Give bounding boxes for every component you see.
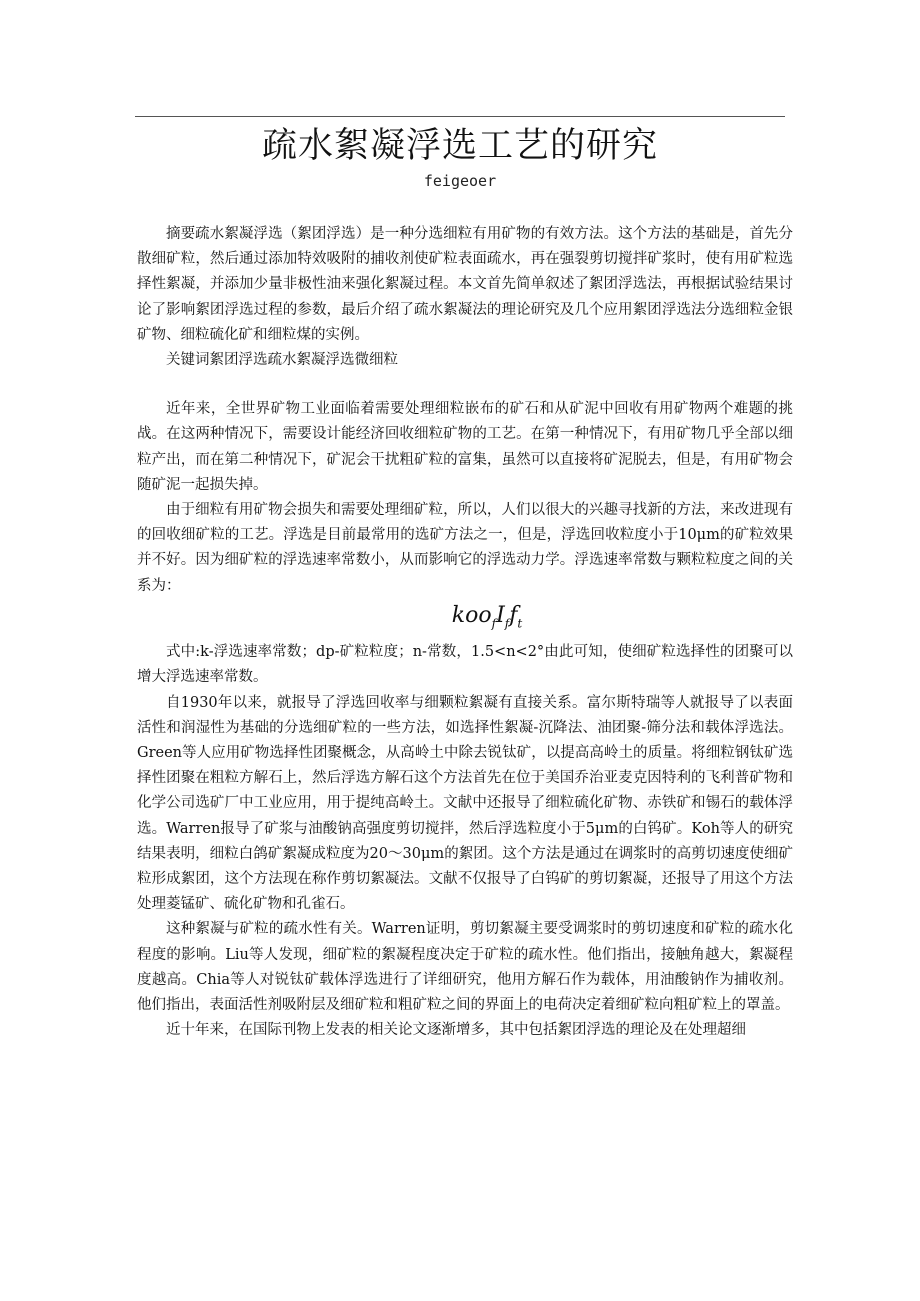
top-rule (135, 116, 785, 117)
body-paragraph: 近十年来，在国际刊物上发表的相关论文逐渐增多，其中包括絮团浮选的理论及在处理超细 (166, 1022, 746, 1039)
abstract-paragraph: 摘要疏水絮凝浮选（絮团浮选）是一种分选细粒有用矿物的有效方法。这个方法的基础是，首先分散细矿粒，然后通过添加特效吸附的捕收剂使矿粒表面疏水，再在强裂剪切搅拌矿浆时，使有用矿粒选择性絮凝，并添加少量非极性油来强化絮凝过程。本文首先简单叙述了絮团浮选法，再根据试验结果讨论了影响絮团浮选过程的参数，最后介绍了疏水絮凝法的理论研究及几个应用絮团浮选法分选细粒金银矿物、细粒硫化矿和细粒煤的实例。 (137, 226, 793, 343)
keywords-line: 关键词絮团浮选疏水絮凝浮选微细粒 (166, 352, 398, 369)
body-paragraph: 自1930年以来，就报导了浮选回收率与细颗粒絮凝有直接关系。富尔斯特瑞等人就报导了以表面活性和润湿性为基础的分选细矿粒的一些方法，如选择性絮凝-沉降法、油团聚-筛分法和载体浮选法。Green等人应用矿物选择性团聚概念，从高岭土中除去锐钛矿，以提高高岭土的质量。将细粒钢钛矿选择性团聚在粗粒方解石上，然后浮选方解石这个方法首先在位于美国乔治亚麦克因特利的飞利普矿物和化学公司选矿厂中工业应用，用于提纯高岭土。文献中还报导了细粒硫化矿物、赤铁矿和锡石的载体浮选。Warren报导了矿浆与油酸钠高强度剪切搅拌，然后浮选粒度小于5μm的白钨矿。Koh等人的研究结果表明，细粒白鸽矿絮凝成粒度为20～30μm的絮团。这个方法是通过在调浆时的高剪切速度使细矿粒形成絮团，这个方法现在称作剪切絮凝法。文献不仅报导了白钨矿的剪切絮凝，还报导了用这个方法处理菱锰矿、硫化矿物和孔雀石。 (137, 694, 793, 913)
section-gap (137, 373, 793, 397)
formula-sub: t (517, 616, 523, 631)
body-paragraph: 由于细粒有用矿物会损失和需要处理细矿粒，所以，人们以很大的兴趣寻找新的方法，来改进现有的回收细矿粒的工艺。浮选是目前最常用的选矿方法之一，但是，浮选回收粒度小于10μm的矿粒效果并不好。因为细矿粒的浮选速率常数小，从而影响它的浮选动力学。浮选速率常数与颗粒粒度之间的关系为： (137, 502, 793, 594)
document-body (137, 222, 793, 1043)
body-paragraph: 式中:k-浮选速率常数；dp-矿粒粒度；n-常数，1.5<n<2°由此可知，使细矿粒选择性的团聚可以增大浮选速率常数。 (137, 644, 793, 686)
page-title: 疏水絮凝浮选工艺的研究 (261, 126, 658, 166)
rate-formula (137, 599, 793, 640)
formula-sub: f (491, 616, 497, 631)
formula-main: koo (451, 602, 492, 628)
formula-mid: f (509, 602, 518, 628)
formula-mid: I (496, 602, 505, 628)
body-paragraph: 这种絮凝与矿粒的疏水性有关。Warren证明，剪切絮凝主要受调浆时的剪切速度和矿粒的疏水化程度的影响。Liu等人发现，细矿粒的絮凝程度决定于矿粒的疏水性。他们指出，接触角越大，絮凝程度越高。Chia等人对锐钛矿载体浮选进行了详细研究，他用方解石作为载体，用油酸钠作为捕收剂。他们指出，表面活性剂吸附层及细矿粒和粗矿粒之间的界面上的电荷决定着细矿粒向粗矿粒上的罩盖。 (137, 921, 793, 1014)
formula-sub: f (504, 616, 510, 631)
body-paragraph: 近年来，全世界矿物工业面临着需要处理细粒嵌布的矿石和从矿泥中回收有用矿物两个难题的挑战。在这两种情况下，需要设计能经济回收细粒矿物的工艺。在第一种情况下，有用矿物几乎全部以细粒产出，而在第二种情况下，矿泥会干扰粗矿粒的富集，虽然可以直接将矿泥脱去，但是，有用矿物会随矿泥一起损失掉。 (137, 401, 793, 493)
author: feigeoer (423, 172, 497, 190)
